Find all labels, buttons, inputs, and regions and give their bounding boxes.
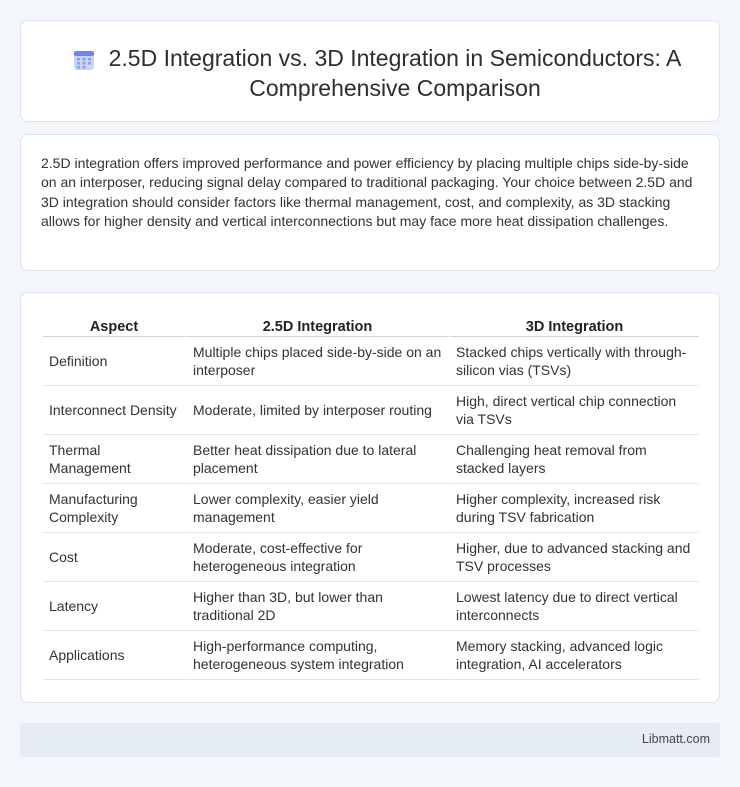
header-3d: 3D Integration [448, 315, 699, 337]
row-aspect: Interconnect Density [43, 386, 185, 435]
row-3d-value: Lowest latency due to direct vertical interconnects [448, 582, 699, 631]
table-row [43, 582, 699, 631]
row-2-5d-value: Better heat dissipation due to lateral placement [185, 435, 448, 484]
header-2-5d: 2.5D Integration [185, 315, 448, 337]
table-row [43, 435, 699, 484]
row-aspect: Definition [43, 337, 185, 386]
row-aspect: Thermal Management [43, 435, 185, 484]
table-header-row [43, 315, 699, 337]
page-title: 2.5D Integration vs. 3D Integration in Semiconductors: A Comprehensive Comparison [108, 45, 682, 101]
row-3d-value: Higher, due to advanced stacking and TSV processes [448, 533, 699, 582]
row-3d-value: Higher complexity, increased risk during TSV fabrication [448, 484, 699, 533]
row-2-5d-value: High-performance computing, heterogeneous system integration [185, 631, 448, 680]
title-card [20, 20, 720, 122]
header-aspect: Aspect [43, 315, 185, 337]
table-row [43, 533, 699, 582]
table-row [43, 484, 699, 533]
row-aspect: Applications [43, 631, 185, 680]
comparison-card [20, 292, 720, 703]
footer-site-link[interactable]: Libmatt.com [641, 732, 710, 746]
row-2-5d-value: Higher than 3D, but lower than traditional 2D [185, 582, 448, 631]
row-2-5d-value: Lower complexity, easier yield management [185, 484, 448, 533]
row-2-5d-value: Moderate, cost-effective for heterogeneous integration [185, 533, 448, 582]
row-3d-value: Challenging heat removal from stacked layers [448, 435, 699, 484]
footer [20, 723, 720, 757]
table-row [43, 337, 699, 386]
summary-text: 2.5D integration offers improved performance and power efficiency by placing multiple chips side-by-side on an interposer, reducing signal delay compared to traditional packaging. Your choice between 2.5D and 3D integration should consider factors like thermal management, cost, and complexity, as 3D stacking allows for higher density and vertical interconnections but may face more heat dissipation challenges. [41, 155, 693, 230]
table-row [43, 631, 699, 680]
row-3d-value: Stacked chips vertically with through-silicon vias (TSVs) [448, 337, 699, 386]
row-3d-value: Memory stacking, advanced logic integration, AI accelerators [448, 631, 699, 680]
row-aspect: Cost [43, 533, 185, 582]
row-aspect: Manufacturing Complexity [43, 484, 185, 533]
row-2-5d-value: Moderate, limited by interposer routing [185, 386, 448, 435]
summary-card [20, 134, 720, 271]
comparison-table [43, 315, 699, 680]
row-3d-value: High, direct vertical chip connection via TSVs [448, 386, 699, 435]
table-row [43, 386, 699, 435]
row-2-5d-value: Multiple chips placed side-by-side on an interposer [185, 337, 448, 386]
row-aspect: Latency [43, 582, 185, 631]
